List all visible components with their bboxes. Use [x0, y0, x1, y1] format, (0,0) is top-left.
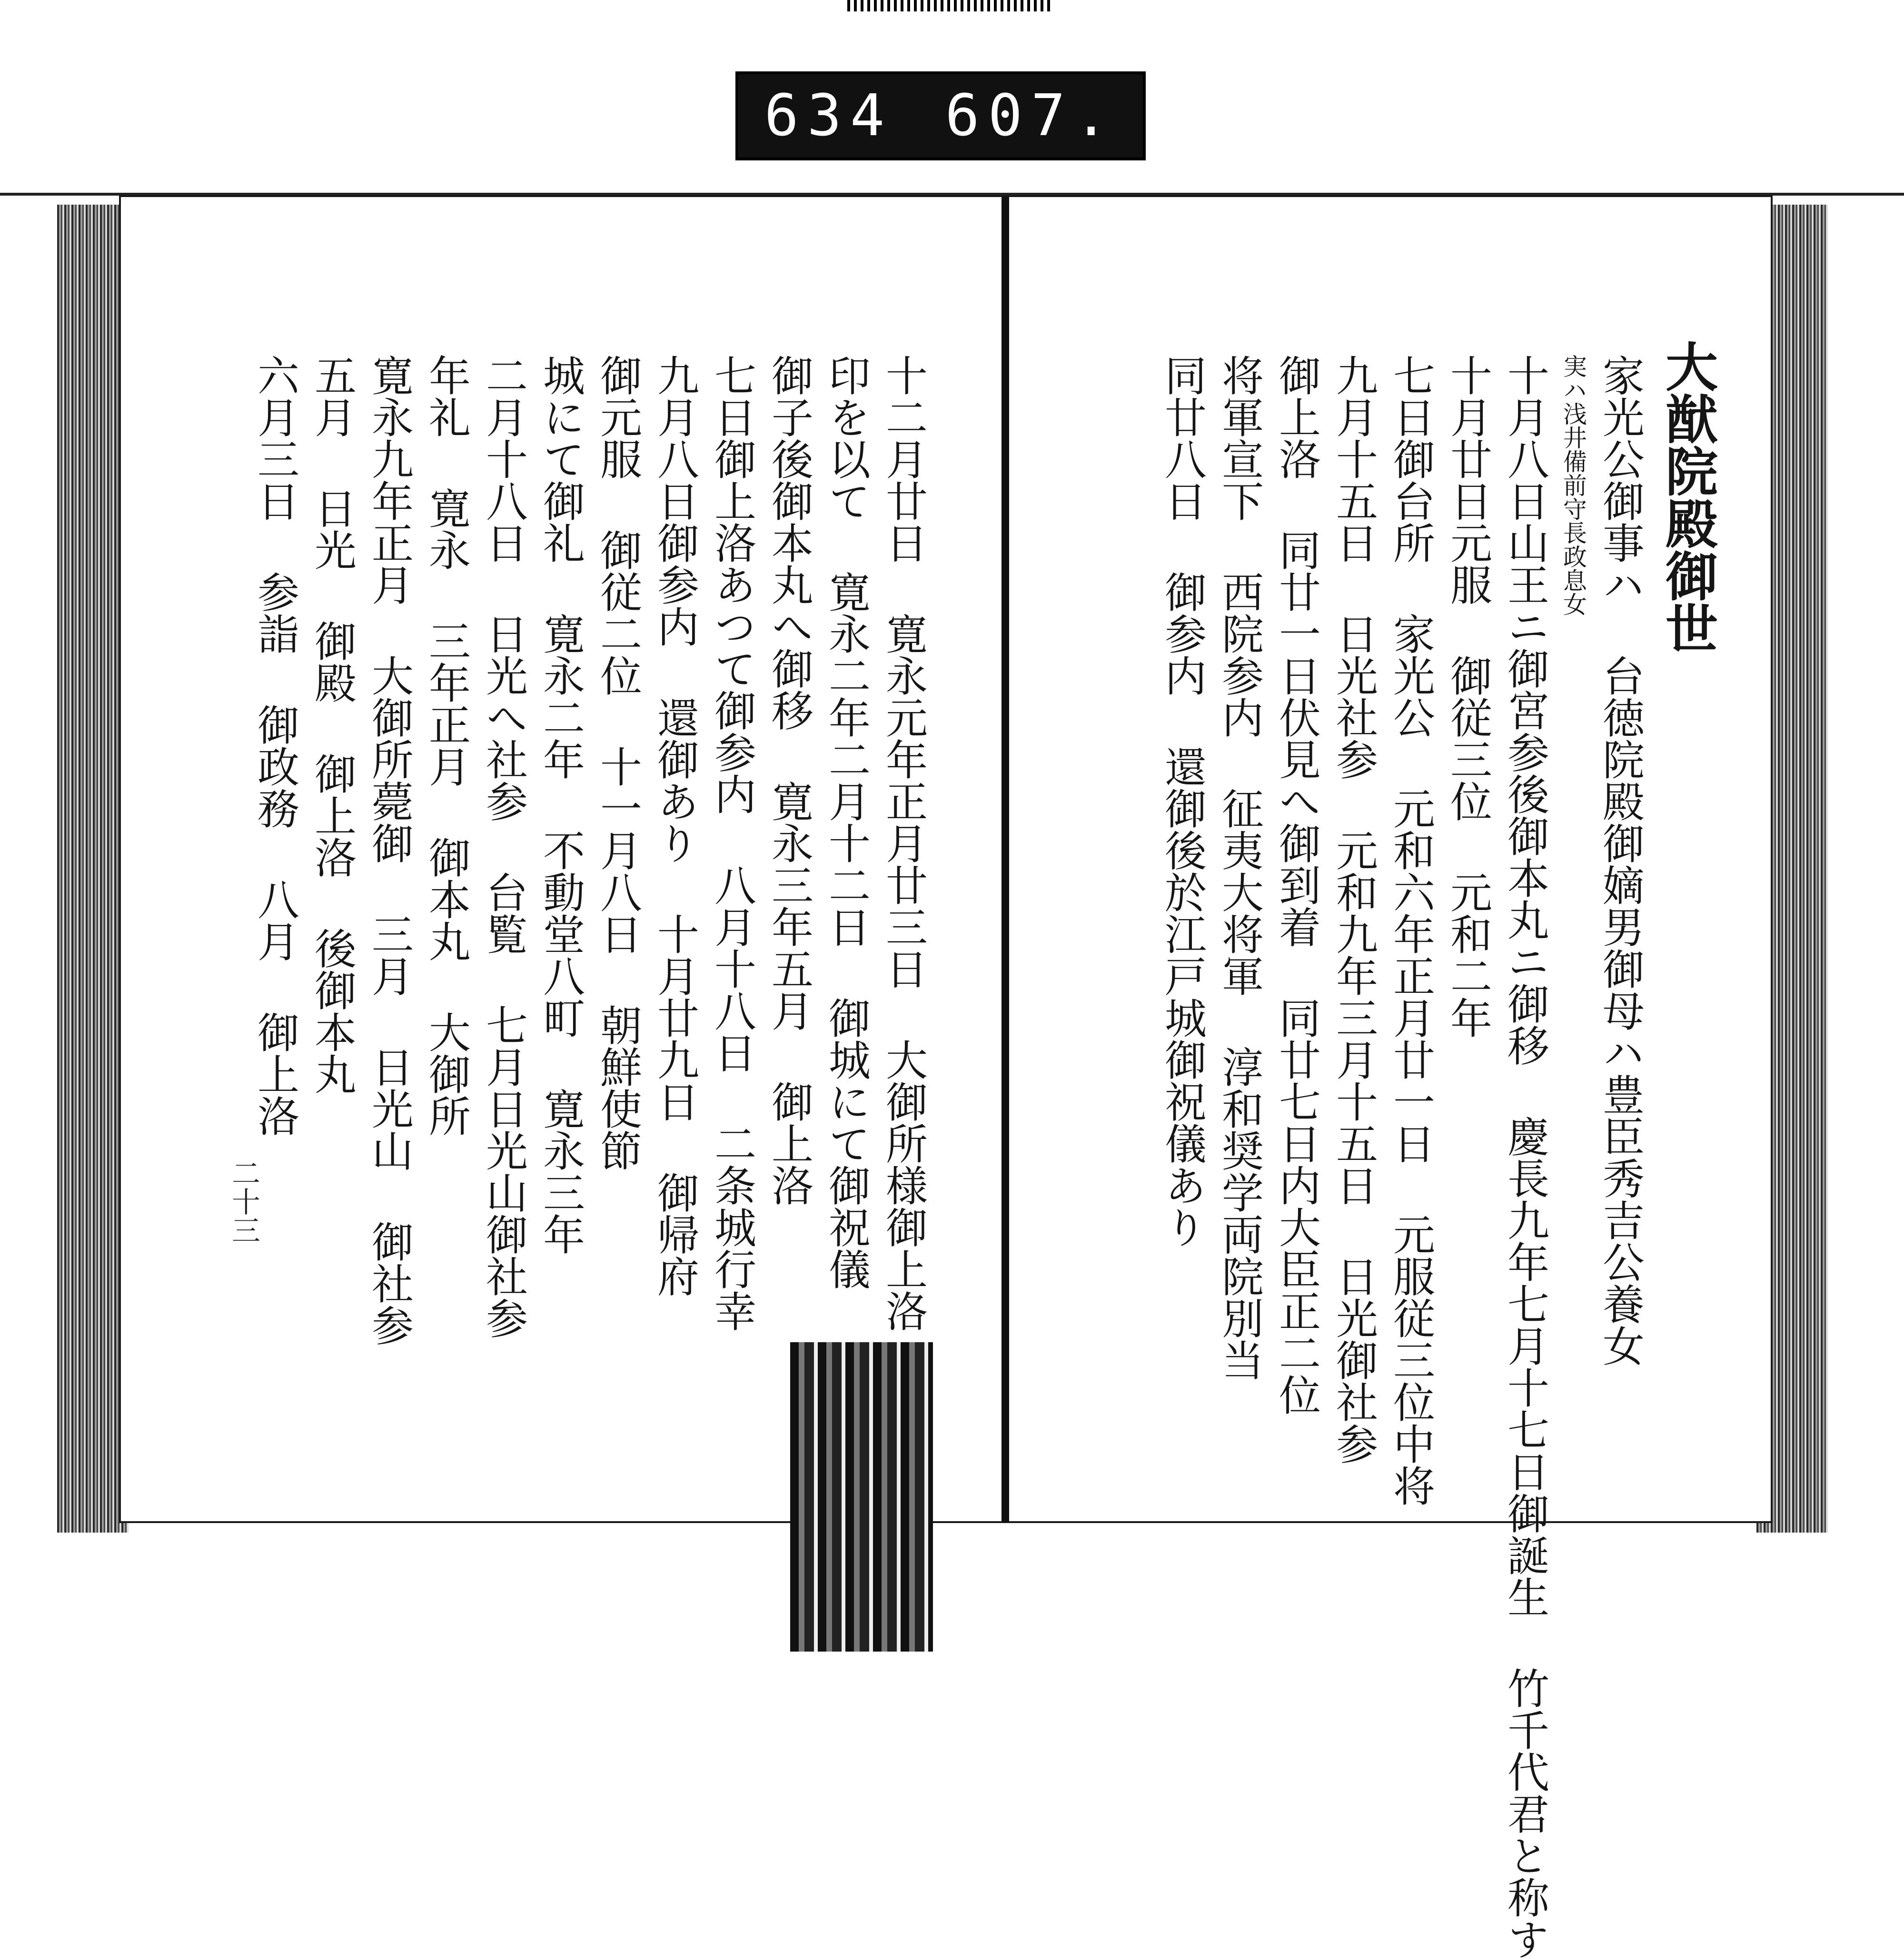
page-number: 二十三: [227, 1158, 260, 1244]
text-column: 将軍宣下 西院参内 征夷大将軍 淳和奨学両院別当: [1215, 354, 1264, 1381]
text-column: 同廿八日 御参内 還御後於江戸城御祝儀あり: [1158, 354, 1207, 1248]
microfilm-frame-label: [735, 71, 1146, 160]
text-column: 七日御上洛あつて御参内 八月十八日 二条城行幸: [708, 354, 757, 1332]
text-column: 六月三日 参詣 御政務 八月 御上洛: [251, 354, 300, 1137]
book-edge-left: [57, 205, 129, 1533]
text-column: 十月廿日元服 御従三位 元和二年: [1444, 354, 1493, 1039]
frame-number-left: 634: [764, 83, 893, 149]
text-column: 九月八日御参内 還御あり 十月廿九日 御帰府: [651, 354, 700, 1297]
text-column: 七日御台所 家光公 元和六年正月廿一日 元服従三位中将: [1387, 354, 1436, 1506]
text-column: 五月 日光 御殿 御上洛 後御本丸: [308, 354, 357, 1095]
text-column: 九月十五日 日光社参 元和九年三月十五日 日光御社参: [1329, 354, 1378, 1465]
text-column: 年礼 寛永 三年正月 御本丸 大御所: [422, 354, 471, 1137]
film-edge-marks: [847, 0, 1052, 11]
text-annotation: 実ハ浅井備前守長政息女: [1559, 354, 1587, 616]
text-column: 御元服 御従二位 十一月八日 朝鮮使節: [594, 354, 643, 1171]
binding-gutter: [790, 1342, 933, 1652]
section-title: 大猷院殿御世: [1657, 340, 1718, 654]
text-column: 家光公御事ハ 台徳院殿御嫡男御母ハ豊臣秀吉公養女: [1596, 354, 1645, 1366]
frame-number-right: 607.: [945, 83, 1117, 149]
open-book: [57, 195, 1828, 1960]
text-column: 印を以て 寛永二年二月十二日 御城にて御祝儀: [822, 354, 871, 1290]
text-column: 御子後御本丸へ御移 寛永三年五月 御上洛: [765, 354, 814, 1206]
text-column: 城にて御礼 寛永二年 不動堂八町 寛永三年: [536, 354, 585, 1255]
left-page: [119, 195, 1006, 1523]
text-column: 十二月廿日 寛永元年正月廿三日 大御所様御上洛: [879, 354, 928, 1332]
text-column: 十月八日山王ニ御宮参後御本丸ニ御移 慶長九年七月十七日御誕生 竹千代君と称す: [1501, 354, 1550, 1960]
text-column: 寛永九年正月 大御所薨御 三月 日光山 御社参: [365, 354, 414, 1346]
text-column: 二月十八日 日光へ社参 台覧 七月日光山御社参: [479, 354, 528, 1339]
text-column: 御上洛 同廿一日伏見へ御到着 同廿七日内大臣正二位: [1272, 354, 1321, 1416]
right-page: [1004, 195, 1773, 1960]
